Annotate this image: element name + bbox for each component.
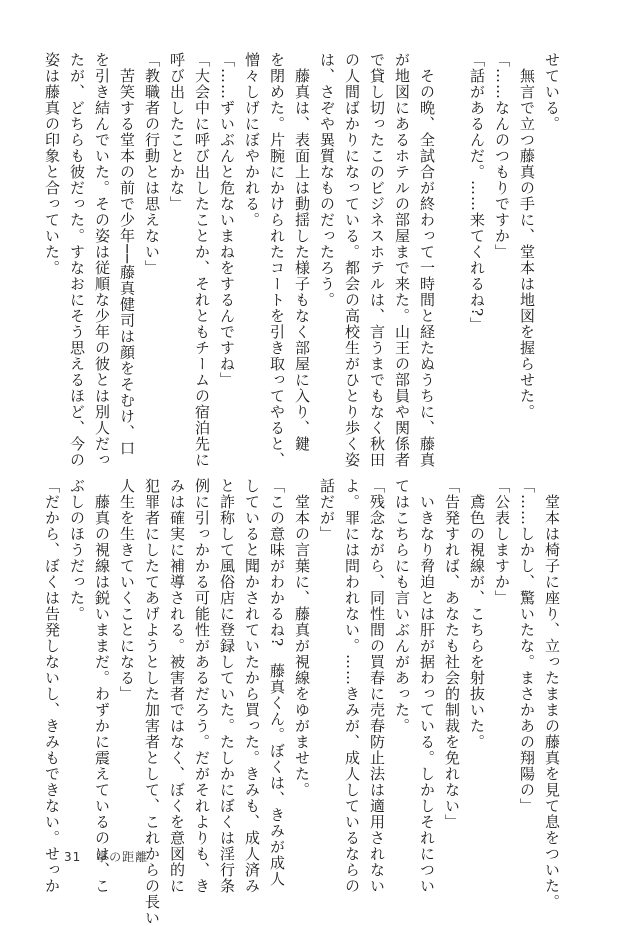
text-line: 姿は藤真の印象と合っていた。 [43, 52, 61, 276]
page-number: 31 [64, 850, 82, 864]
text-line: していると聞かされていたから買った。きみも、成人済み [243, 478, 261, 894]
text-line: 藤真の視線は鋭いままだ。わずかに震えているのは、こ [93, 478, 111, 894]
text-line: その晩、全試合が終わって一時間と経たぬうちに、藤真 [418, 52, 436, 468]
text-line: せている。 [543, 52, 561, 132]
text-line: 話だが」 [318, 478, 336, 542]
text-line: 人生を生きていくことになる」 [118, 478, 136, 702]
text-line: ぶしのほうだった。 [68, 478, 86, 622]
text-line: 「話があるんだ。……来てくれるね?」 [468, 52, 486, 334]
text-line: と詐称して風俗店に登録していた。たしかにぼくは淫行条 [218, 478, 236, 894]
text-line: 鳶色の視線が、こちらを射抜いた。 [468, 478, 486, 750]
text-line: は、さぞや異質なものだったろう。 [318, 52, 336, 308]
text-line: 「だから、ぼくは告発しないし、きみもできない。せっか [43, 478, 61, 894]
text-line: いきなり脅迫とは肝が据わっている。しかしそれについ [418, 478, 436, 894]
text-line: みは確実に補導される。被害者ではなく、ぼくを意図的に [168, 478, 186, 894]
text-line: 堂本の言葉に、藤真が視線をゆがませた。 [293, 478, 311, 798]
text-line: 例に引っかかる可能性があるだろう。だがそれよりも、き [193, 478, 211, 894]
text-line: 「……しかし、驚いたな。まさかあの翔陽の」 [518, 478, 536, 814]
page-footer [64, 848, 158, 865]
text-line: 「この意味がわかるね? 藤真くん。ぼくは、きみが成人 [268, 478, 286, 888]
text-line: 憎々しげにぼやかれる。 [243, 52, 261, 228]
upper-text-block [39, 52, 564, 468]
text-line: 呼び出したことかな」 [168, 52, 186, 212]
text-line: 犯罪者にしたてあげようとした加害者として、これからの長い [143, 478, 161, 926]
text-line: 無言で立つ藤真の手に、堂本は地図を握らせた。 [518, 52, 536, 420]
text-line: 「大会中に呼び出したことか、それともチームの宿泊先に [193, 52, 211, 468]
text-line: 藤真は、表面上は動揺した様子もなく部屋に入り、鍵 [293, 52, 311, 452]
text-line: 「告発すれば、あなたも社会的制裁を免れない」 [443, 478, 461, 830]
text-line: 「公表しますか」 [493, 478, 511, 606]
text-line: よ。罪には問われない。……きみが、成人しているならの [343, 478, 361, 894]
text-line [439, 52, 464, 442]
text-line: 「教職者の行動とは思えない」 [143, 52, 161, 276]
text-line: で貸し切ったこのビジネスホテルは、言うまでもなく秋田 [368, 52, 386, 468]
text-line: 堂本は椅子に座り、立ったままの藤真を見て息をついた。 [543, 478, 561, 910]
text-line: 「……なんのつもりですか」 [493, 52, 511, 260]
text-line: を引き結んでいた。その姿は従順な少年の彼とは別人だっ [93, 52, 111, 468]
text-line: 「……ずいぶんと危ないまねをするんですね」 [218, 52, 236, 388]
text-line: を閉めた。片腕にかけられたコートを引き取ってやると、 [268, 52, 286, 468]
text-line: 苦笑する堂本の前で少年──藤真健司は顔をそむけ、口 [118, 52, 136, 457]
running-title: 掌の距離 [96, 850, 149, 864]
text-line: の人間ばかりになっている。都会の高校生がひとり歩く姿 [343, 52, 361, 468]
text-line: てはこちらにも言いぶんがあった。 [393, 478, 411, 734]
text-line: 「残念ながら、同性間の買春に売春防止法は適用されない [368, 478, 386, 894]
text-line: たが、どちらも彼だった。すなおにそう思えるほど、今の [68, 52, 86, 468]
text-line: が地図にあるホテルの部屋まで来た。山王の部員や関係者 [393, 52, 411, 468]
